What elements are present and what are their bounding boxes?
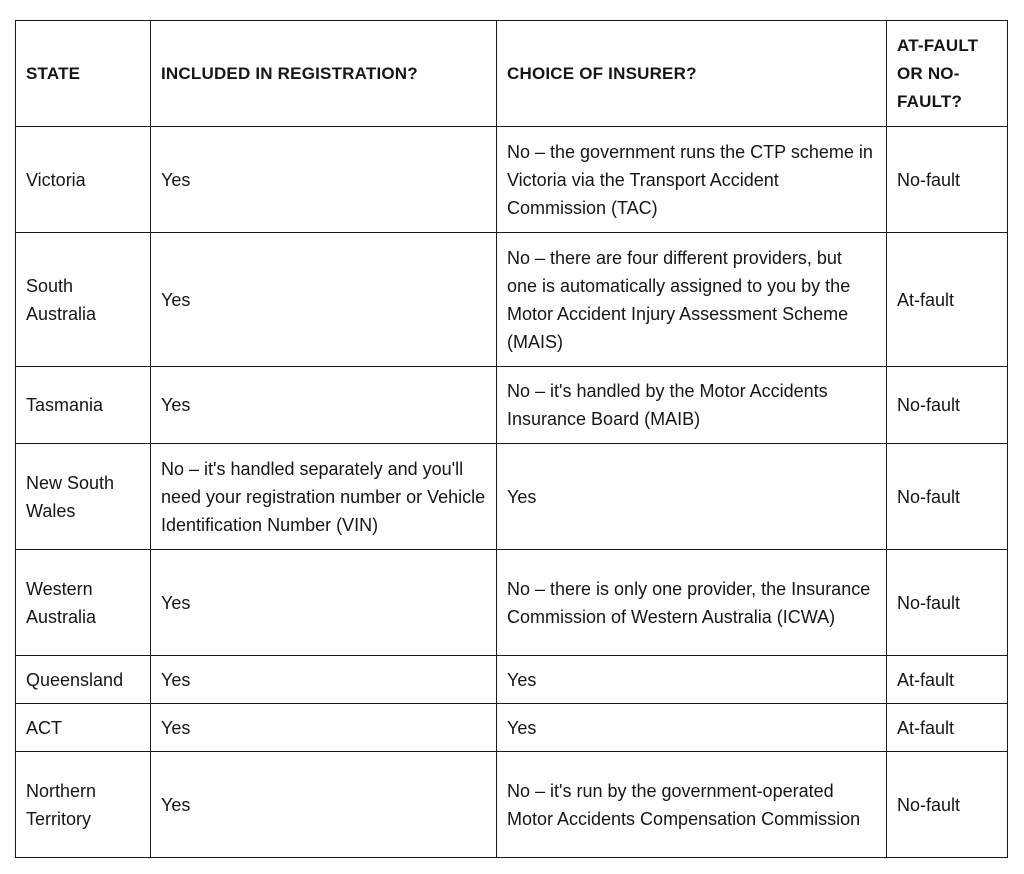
cell-registration: Yes: [151, 127, 497, 233]
table-row: [16, 704, 1008, 752]
cell-registration: Yes: [151, 233, 497, 367]
cell-fault: No-fault: [887, 127, 1008, 233]
table-row: [16, 367, 1008, 444]
cell-insurer: No – there are four different providers, but one is automatically assigned to you by the Motor Accident Injury Assessment Scheme (MAIS): [497, 233, 887, 367]
cell-insurer: No – it's run by the government-operated Motor Accidents Compensation Commission: [497, 752, 887, 858]
cell-state: Victoria: [16, 127, 151, 233]
cell-fault: At-fault: [887, 704, 1008, 752]
cell-fault: At-fault: [887, 656, 1008, 704]
cell-registration: Yes: [151, 367, 497, 444]
cell-state: Queensland: [16, 656, 151, 704]
cell-insurer: Yes: [497, 444, 887, 550]
cell-state: South Australia: [16, 233, 151, 367]
cell-fault: No-fault: [887, 752, 1008, 858]
cell-registration: Yes: [151, 752, 497, 858]
ctp-comparison-table: [15, 20, 1008, 858]
cell-fault: At-fault: [887, 233, 1008, 367]
cell-insurer: Yes: [497, 656, 887, 704]
table-row: [16, 127, 1008, 233]
cell-insurer: Yes: [497, 704, 887, 752]
cell-insurer: No – the government runs the CTP scheme in Victoria via the Transport Accident Commission (TAC): [497, 127, 887, 233]
column-header-registration: INCLUDED IN REGISTRATION?: [151, 21, 497, 127]
column-header-insurer: CHOICE OF INSURER?: [497, 21, 887, 127]
cell-state: Western Australia: [16, 550, 151, 656]
column-header-state: STATE: [16, 21, 151, 127]
table-header-row: [16, 21, 1008, 127]
table-row: [16, 752, 1008, 858]
cell-fault: No-fault: [887, 550, 1008, 656]
cell-fault: No-fault: [887, 367, 1008, 444]
cell-insurer: No – it's handled by the Motor Accidents Insurance Board (MAIB): [497, 367, 887, 444]
cell-state: Tasmania: [16, 367, 151, 444]
table-row: [16, 444, 1008, 550]
cell-registration: No – it's handled separately and you'll need your registration number or Vehicle Identification Number (VIN): [151, 444, 497, 550]
column-header-fault: AT-FAULT OR NO-FAULT?: [887, 21, 1008, 127]
cell-fault: No-fault: [887, 444, 1008, 550]
table-row: [16, 656, 1008, 704]
cell-state: Northern Territory: [16, 752, 151, 858]
cell-registration: Yes: [151, 550, 497, 656]
cell-registration: Yes: [151, 656, 497, 704]
table-row: [16, 550, 1008, 656]
cell-state: ACT: [16, 704, 151, 752]
cell-registration: Yes: [151, 704, 497, 752]
table-row: [16, 233, 1008, 367]
cell-state: New South Wales: [16, 444, 151, 550]
cell-insurer: No – there is only one provider, the Insurance Commission of Western Australia (ICWA): [497, 550, 887, 656]
